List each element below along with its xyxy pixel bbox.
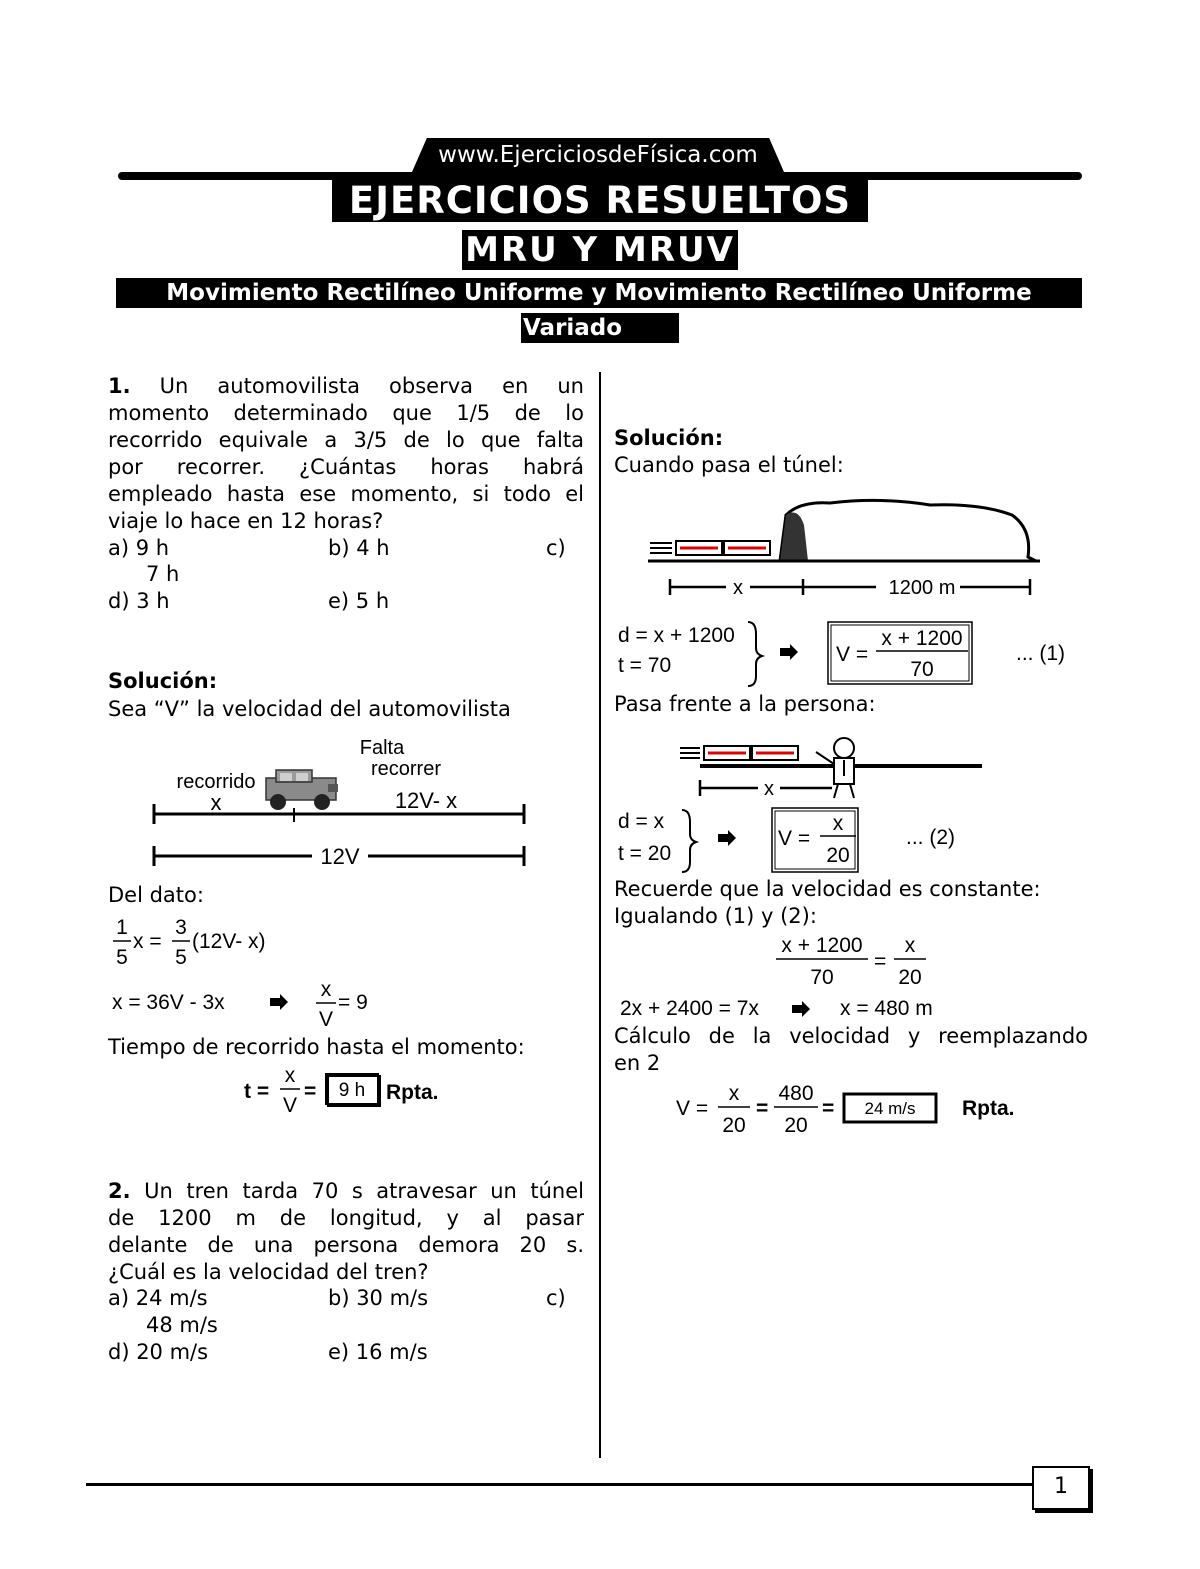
final-equation xyxy=(672,1076,1072,1140)
arrow-icon xyxy=(780,644,798,660)
equation-frac xyxy=(772,928,952,992)
person-text: Pasa frente a la persona: xyxy=(614,692,876,716)
problem-2-number: 2. xyxy=(108,1179,131,1203)
answer-1: 9 h xyxy=(338,1080,366,1101)
svg-text:5: 5 xyxy=(116,946,128,969)
svg-text:=: = xyxy=(304,1080,317,1103)
person-x: x xyxy=(764,778,774,800)
svg-text:x: x xyxy=(320,978,332,1001)
site-url: www.EjerciciosdeFísica.com xyxy=(438,142,758,168)
svg-text:V: V xyxy=(282,1094,298,1117)
svg-text:= 9: = 9 xyxy=(338,991,368,1014)
calculo-line-1: Cálculo de la velocidad y reemplazando xyxy=(614,1024,1088,1048)
solution-2-label: Solución: xyxy=(614,426,724,450)
recorrido-x: x xyxy=(210,790,222,815)
svg-text:70: 70 xyxy=(810,966,834,989)
equation-3 xyxy=(240,1064,480,1124)
option-2c-value: 48 m/s xyxy=(146,1313,218,1337)
tunnel-icon xyxy=(780,500,1036,561)
tunnel-length: 1200 m xyxy=(888,577,956,599)
problem-1-line-6: viaje lo hace en 12 horas? xyxy=(108,509,384,533)
page-number: 1 xyxy=(1032,1466,1090,1510)
svg-text:t =: t = xyxy=(244,1080,270,1103)
option-1c: c) xyxy=(546,536,566,560)
problem-1-line-1: 1. Un automovilista observa en un xyxy=(108,374,584,398)
tag-2: ... (2) xyxy=(906,826,956,849)
svg-text:480: 480 xyxy=(778,1082,814,1105)
problem-1-line-2: momento determinado que 1/5 de lo xyxy=(108,401,584,425)
svg-text:2x + 2400 = 7x: 2x + 2400 = 7x xyxy=(620,997,759,1020)
system-2 xyxy=(614,804,1084,876)
falta-label: Falta xyxy=(359,737,405,759)
recorrido-label: recorrido xyxy=(176,771,256,793)
option-2d: d) 20 m/s xyxy=(108,1340,209,1364)
tunnel-text: Cuando pasa el túnel: xyxy=(614,453,844,477)
option-2b: b) 30 m/s xyxy=(328,1286,429,1310)
page-title: EJERCICIOS RESUELTOS xyxy=(332,180,868,222)
option-1c-value: 7 h xyxy=(146,562,180,586)
svg-text:x: x xyxy=(832,812,844,835)
problem-1-line-5: empleado hasta ese momento, si todo el xyxy=(108,482,584,506)
svg-text:V: V xyxy=(318,1008,334,1031)
problem-1-line-3: recorrido equivale a 3/5 de lo que falta xyxy=(108,428,584,452)
answer-2: 24 m/s xyxy=(864,1099,916,1118)
problem-1-number: 1. xyxy=(108,374,131,398)
problem-2-line-4: ¿Cuál es la velocidad del tren? xyxy=(108,1260,429,1284)
rpta-2: Rpta. xyxy=(962,1097,1015,1120)
problem-2-line-3: delante de una persona demora 20 s. xyxy=(108,1233,584,1257)
svg-text:x: x xyxy=(904,934,916,957)
problem-1-line-4: por recorrer. ¿Cuántas horas habrá xyxy=(108,455,584,479)
equation-linear xyxy=(614,992,1014,1024)
svg-text:d = x + 1200: d = x + 1200 xyxy=(618,624,735,647)
svg-text:x: x xyxy=(284,1064,296,1087)
tunnel-diagram xyxy=(640,495,1050,605)
svg-text:V =: V = xyxy=(778,827,811,850)
arrow-icon xyxy=(270,994,288,1010)
option-1a: a) 9 h xyxy=(108,536,170,560)
svg-text:x =: x = xyxy=(133,930,162,953)
rpta-1: Rpta. xyxy=(386,1081,439,1104)
option-2c: c) xyxy=(546,1286,566,1310)
description-line-2: Variado xyxy=(521,313,679,343)
svg-text:3: 3 xyxy=(175,916,187,939)
option-2e: e) 16 m/s xyxy=(328,1340,428,1364)
description-line-1: Movimiento Rectilíneo Uniforme y Movimiento Rectilíneo Uniforme xyxy=(116,278,1082,308)
footer-rule xyxy=(86,1483,1032,1486)
person-diagram xyxy=(670,732,990,804)
svg-text:t = 20: t = 20 xyxy=(618,842,672,865)
svg-text:(12V- x): (12V- x) xyxy=(192,930,266,953)
option-2a: a) 24 m/s xyxy=(108,1286,208,1310)
svg-text:x = 480 m: x = 480 m xyxy=(840,997,933,1020)
problem-2-line-2: de 1200 m de longitud, y al pasar xyxy=(108,1206,584,1230)
recuerde-text: Recuerde que la velocidad es constante: xyxy=(614,877,1041,901)
svg-text:t = 70: t = 70 xyxy=(618,654,672,677)
svg-text:20: 20 xyxy=(898,966,922,989)
rest-label: 12V- x xyxy=(394,788,458,813)
svg-text:20: 20 xyxy=(722,1114,746,1137)
svg-text:20: 20 xyxy=(784,1114,808,1137)
option-1e: e) 5 h xyxy=(328,589,390,613)
svg-text:x = 36V - 3x: x = 36V - 3x xyxy=(112,991,225,1014)
solution-1-intro: Sea “V” la velocidad del automovilista xyxy=(108,697,511,721)
svg-text:=: = xyxy=(874,950,887,973)
svg-text:1: 1 xyxy=(116,916,128,939)
tag-1: ... (1) xyxy=(1016,642,1066,665)
equation-1 xyxy=(108,912,308,972)
svg-text:=: = xyxy=(822,1097,835,1120)
igualando-text: Igualando (1) y (2): xyxy=(614,904,817,928)
svg-text:x + 1200: x + 1200 xyxy=(881,627,963,650)
svg-text:V =: V = xyxy=(676,1097,709,1120)
page-subtitle: MRU Y MRUV xyxy=(462,230,738,270)
svg-text:=: = xyxy=(756,1097,769,1120)
svg-text:70: 70 xyxy=(910,658,934,681)
arrow-icon xyxy=(718,830,736,846)
tiempo-text: Tiempo de recorrido hasta el momento: xyxy=(108,1035,525,1059)
solution-1-label: Solución: xyxy=(108,669,218,693)
svg-text:5: 5 xyxy=(175,946,187,969)
svg-text:V =: V = xyxy=(836,643,869,666)
svg-text:x: x xyxy=(728,1082,740,1105)
calculo-line-2: en 2 xyxy=(614,1051,661,1075)
tunnel-x: x xyxy=(733,577,743,599)
svg-text:x + 1200: x + 1200 xyxy=(781,934,863,957)
car-icon xyxy=(266,770,338,810)
train-icon xyxy=(650,541,770,555)
arrow-icon xyxy=(792,1001,810,1017)
svg-text:d = x: d = x xyxy=(618,810,665,833)
column-divider xyxy=(599,372,601,1458)
option-1d: d) 3 h xyxy=(108,589,170,613)
car-diagram xyxy=(140,730,540,870)
train-icon xyxy=(680,746,798,760)
svg-text:20: 20 xyxy=(826,844,850,867)
system-1 xyxy=(614,618,1084,690)
option-1b: b) 4 h xyxy=(328,536,390,560)
recorrer-label: recorrer xyxy=(370,758,442,780)
del-dato: Del dato: xyxy=(108,883,204,907)
problem-2-line-1: 2. Un tren tarda 70 s atravesar un túnel xyxy=(108,1179,584,1203)
equation-2 xyxy=(108,978,408,1036)
total-label: 12V xyxy=(320,844,360,869)
